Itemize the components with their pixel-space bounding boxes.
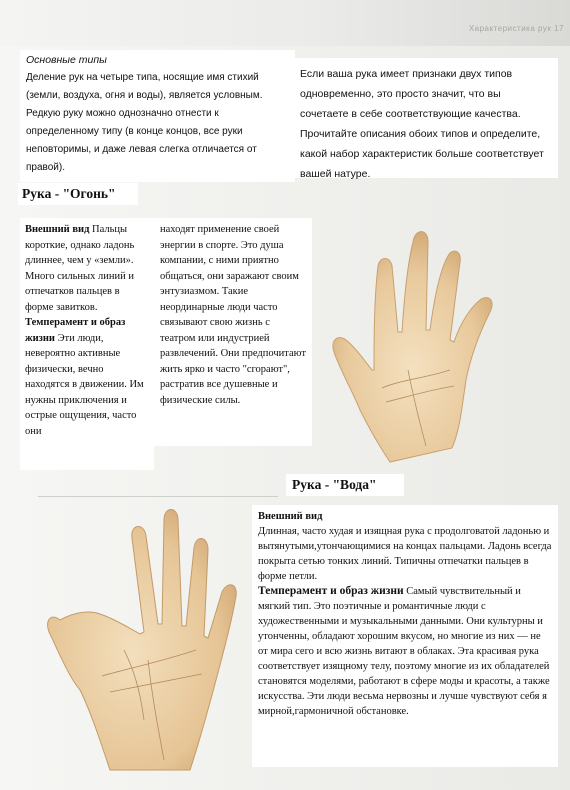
intro-body: Деление рук на четыре типа, носящие имя стихий (земли, воздуха, огня и воды), является условным. Редкую руку можно однозначно отнести к определенному типу (в конце концов, все руки неповторимы, и даже левая слегка отличается от правой). bbox=[26, 72, 263, 173]
fire-temperament-text-right: находят применение своей энергии в спорте. Это душа компании, с ними приятно общаться, они заражают своим энтузиазмом. Такие неординарные люди часто связывают свою жизнь с театром или индустрией развлечений. Они предпочитают жить ярко и часто "сгорают", растратив все душевные и физические силы. bbox=[160, 224, 306, 406]
header-strip bbox=[0, 0, 570, 46]
water-temperament-text: Самый чувствительный и мягкий тип. Это поэтичные и романтичные люди с художественными и музыкальными данными. Они культурны и утонченны, обладают хорошим вкусом, но многие из них — не от мира сего и всю жизнь витают в облаках. Эта красивая рука соответствует изящному телу, поэтому многие из их обладателей становятся моделями, работают в сфере моды и красоты, а также искусства. Эти люди весьма нервозны и лучше чувствуют себя я мирной,гармоничной обстановке. bbox=[258, 586, 550, 717]
water-hand-illustration bbox=[40, 500, 240, 790]
fire-appearance-label: Внешний вид bbox=[25, 224, 90, 235]
intro-box bbox=[20, 50, 295, 182]
fire-appearance-text: Пальцы короткие, однако ладонь длиннее, чем у «земли». Много сильных линий и отпечатков пальцев в форме завитков. bbox=[25, 224, 135, 313]
section-divider bbox=[38, 496, 278, 497]
running-head: Характеристика рук 17 bbox=[468, 24, 564, 33]
tip-body: Если ваша рука имеет признаки двух типов одновременно, это просто значит, что вы сочетаете в себе соответствующие качества. Прочитайте описания обоих типов и определите, какой набор характеристик больше соответствует вашей натуре. bbox=[300, 68, 544, 180]
water-appearance-text: Длинная, часто худая и изящная рука с продолговатой ладонью и вытянутыми,утончающимися на концах пальцами. Ладонь всегда покрыта сетью тонких линий. Типичны отпечатки пальцев в форме петли. bbox=[258, 526, 552, 582]
fire-temperament-text-left: Эти люди, невероятно активные физически, вечно находятся в движении. Им нужны приключения и острые ощущения, часто они bbox=[25, 332, 144, 437]
water-title: Рука - "Вода" bbox=[292, 477, 377, 492]
fire-title: Рука - "Огонь" bbox=[22, 186, 116, 201]
water-temperament-label: Темперамент и образ жизни bbox=[258, 585, 404, 597]
fire-text-left bbox=[20, 218, 154, 470]
water-appearance-label: Внешний вид bbox=[258, 511, 323, 522]
water-title-box bbox=[286, 474, 404, 496]
water-text bbox=[252, 505, 558, 767]
fire-hand-illustration bbox=[330, 220, 500, 480]
water-hand-shape bbox=[48, 510, 237, 771]
fire-title-box bbox=[18, 183, 138, 205]
fire-temperament-label: Темперамент и образ жизни bbox=[25, 317, 126, 344]
fire-hand-shape bbox=[333, 232, 492, 462]
fire-text-right bbox=[154, 218, 312, 446]
tip-box bbox=[294, 58, 558, 178]
intro-title: Основные типы bbox=[26, 54, 107, 66]
